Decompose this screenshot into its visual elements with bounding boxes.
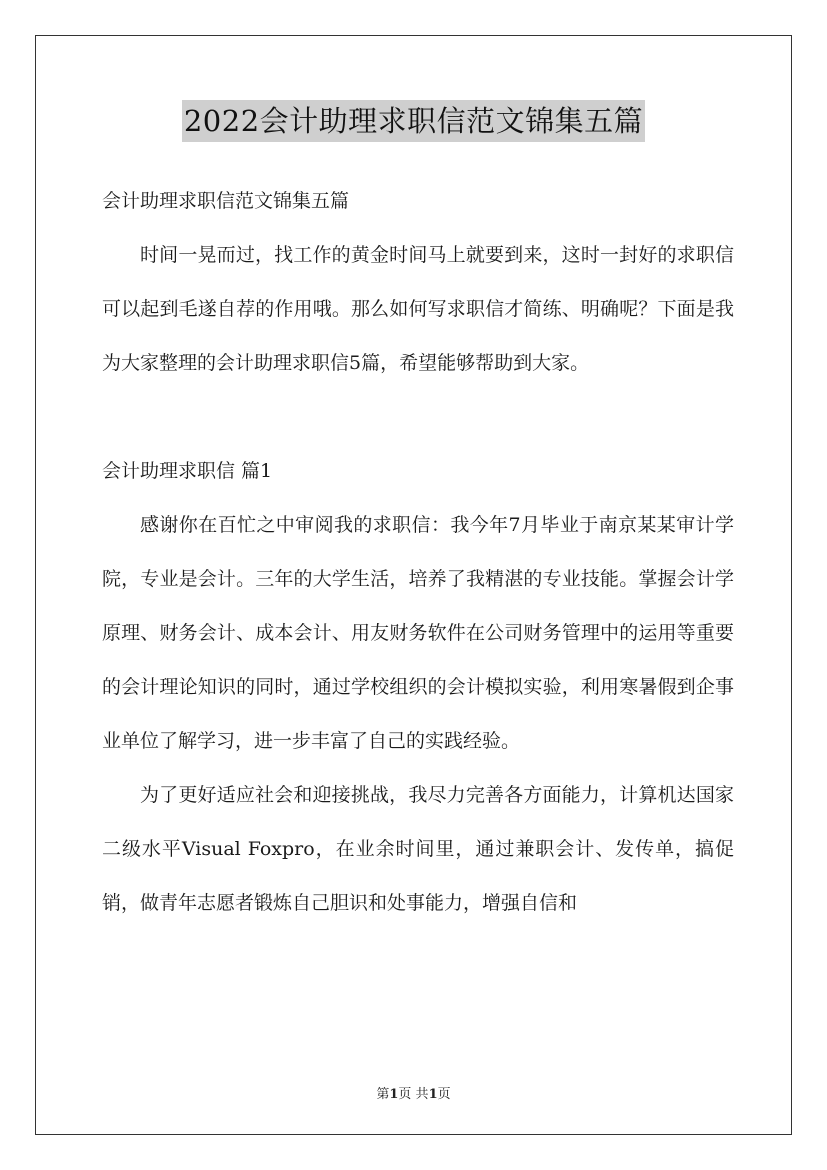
page-footer <box>0 1083 827 1102</box>
section-heading: 会计助理求职信 篇1 <box>102 460 273 482</box>
title-container <box>0 100 827 142</box>
footer-page-mid: 页 共 <box>398 1087 429 1102</box>
footer-page-total: 1 <box>428 1087 438 1102</box>
footer-page-current: 1 <box>389 1087 399 1102</box>
footer-page-prefix: 第 <box>376 1087 390 1102</box>
body-paragraph-1: 感谢你在百忙之中审阅我的求职信：我今年7月毕业于南京某某审计学院，专业是会计。三年的大学生活，培养了我精湛的专业技能。掌握会计学原理、财务会计、成本会计、用友财务软件在公司财务管理中的运用等重要的会计理论知识的同时，通过学校组织的会计模拟实验，利用寒暑假到企事业单位了解学习，进一步丰富了自己的实践经验。 <box>102 514 734 752</box>
document-body <box>102 174 734 930</box>
document-subtitle: 会计助理求职信范文锦集五篇 <box>102 190 350 212</box>
document-title: 2022会计助理求职信范文锦集五篇 <box>182 100 645 142</box>
intro-paragraph: 时间一晃而过，找工作的黄金时间马上就要到来，这时一封好的求职信可以起到毛遂自荐的作用哦。那么如何写求职信才简练、明确呢？下面是我为大家整理的会计助理求职信5篇，希望能够帮助到大家。 <box>102 244 734 374</box>
body-paragraph-2: 为了更好适应社会和迎接挑战，我尽力完善各方面能力，计算机达国家二级水平Visual Foxpro，在业余时间里，通过兼职会计、发传单，搞促销，做青年志愿者锻炼自己胆识和处事能力，增强自信和 <box>102 784 734 914</box>
footer-page-suffix: 页 <box>437 1087 451 1102</box>
